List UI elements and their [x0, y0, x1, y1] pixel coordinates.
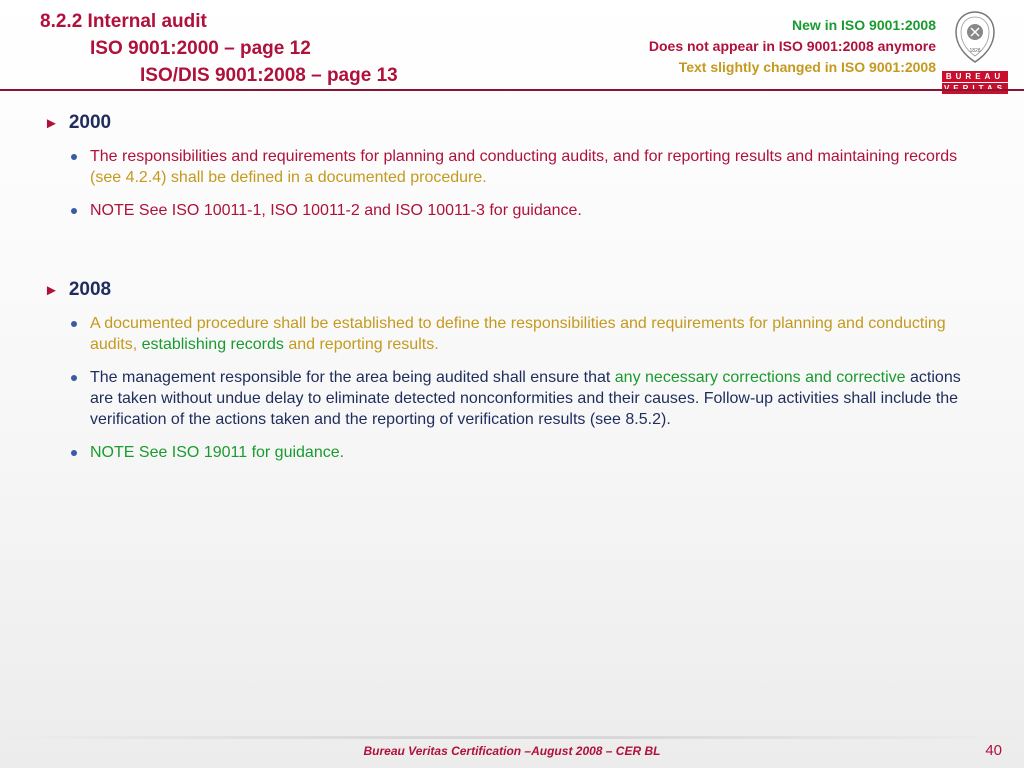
footer-divider: [0, 736, 1024, 739]
text-changed: and reporting results.: [283, 336, 439, 353]
legend-changed: Text slightly changed in ISO 9001:2008: [678, 59, 936, 75]
slide-title: [40, 8, 398, 89]
title-line-2: ISO 9001:2000 – page 12: [90, 38, 311, 59]
list-item: [44, 200, 984, 221]
triangle-bullet-icon: ►: [44, 114, 59, 132]
text-changed: (see 4.2.4) shall be defined in a documented procedure.: [90, 169, 487, 186]
bullet-dot-icon: [71, 154, 77, 160]
list-item: [44, 313, 984, 355]
list-item: [44, 146, 984, 188]
title-line-3: ISO/DIS 9001:2008 – page 13: [140, 65, 398, 86]
header-divider: [0, 89, 1024, 91]
text-unchanged: The management responsible for the area being audited shall ensure that: [90, 369, 615, 386]
color-legend: [649, 15, 936, 78]
legend-new: New in ISO 9001:2008: [792, 17, 936, 33]
text-unchanged: actions are taken without undue delay to eliminate detected nonconformities and their causes. Follow-up activities shall include the verification of the actions taken and the reporting of verification results (see 8.5.2).: [90, 369, 961, 428]
text-changed: A documented procedure shall be established to define the responsibilities and requirements for planning and conducting audits,: [90, 315, 946, 353]
slide-body: [44, 112, 984, 463]
logo-word-bureau: BUREAU: [942, 71, 1008, 82]
list-item: [44, 442, 984, 463]
text-removed: The responsibilities and requirements for planning and conducting audits, and for reporting results and maintaining records: [90, 148, 958, 165]
bullet-dot-icon: [71, 375, 77, 381]
section-heading-label: 2008: [68, 279, 112, 300]
text-new: NOTE See ISO 19011 for guidance.: [90, 444, 345, 461]
section-heading-2000: [44, 112, 984, 134]
page-number: 40: [985, 742, 1002, 759]
text-new: any necessary corrections and corrective: [614, 369, 906, 386]
bureau-veritas-logo: [942, 10, 1008, 90]
list-item: [44, 367, 984, 430]
triangle-bullet-icon: ►: [44, 281, 59, 299]
seal-icon: [954, 10, 996, 64]
bullet-dot-icon: [71, 208, 77, 214]
bullets-2008: [44, 313, 984, 463]
legend-removed: Does not appear in ISO 9001:2008 anymore: [648, 38, 936, 54]
text-removed: NOTE See ISO 10011-1, ISO 10011-2 and ISO 10011-3 for guidance.: [90, 202, 582, 219]
bullet-dot-icon: [71, 450, 77, 456]
section-heading-label: 2000: [68, 112, 112, 133]
section-heading-2008: [44, 279, 984, 301]
title-line-1: 8.2.2 Internal audit: [40, 11, 207, 32]
bullets-2000: [44, 146, 984, 221]
seal-year: 1828: [969, 48, 981, 54]
text-new: establishing records: [141, 336, 284, 353]
bullet-dot-icon: [71, 321, 77, 327]
footer-text: Bureau Veritas Certification –August 2008 – CER BL: [363, 744, 661, 758]
